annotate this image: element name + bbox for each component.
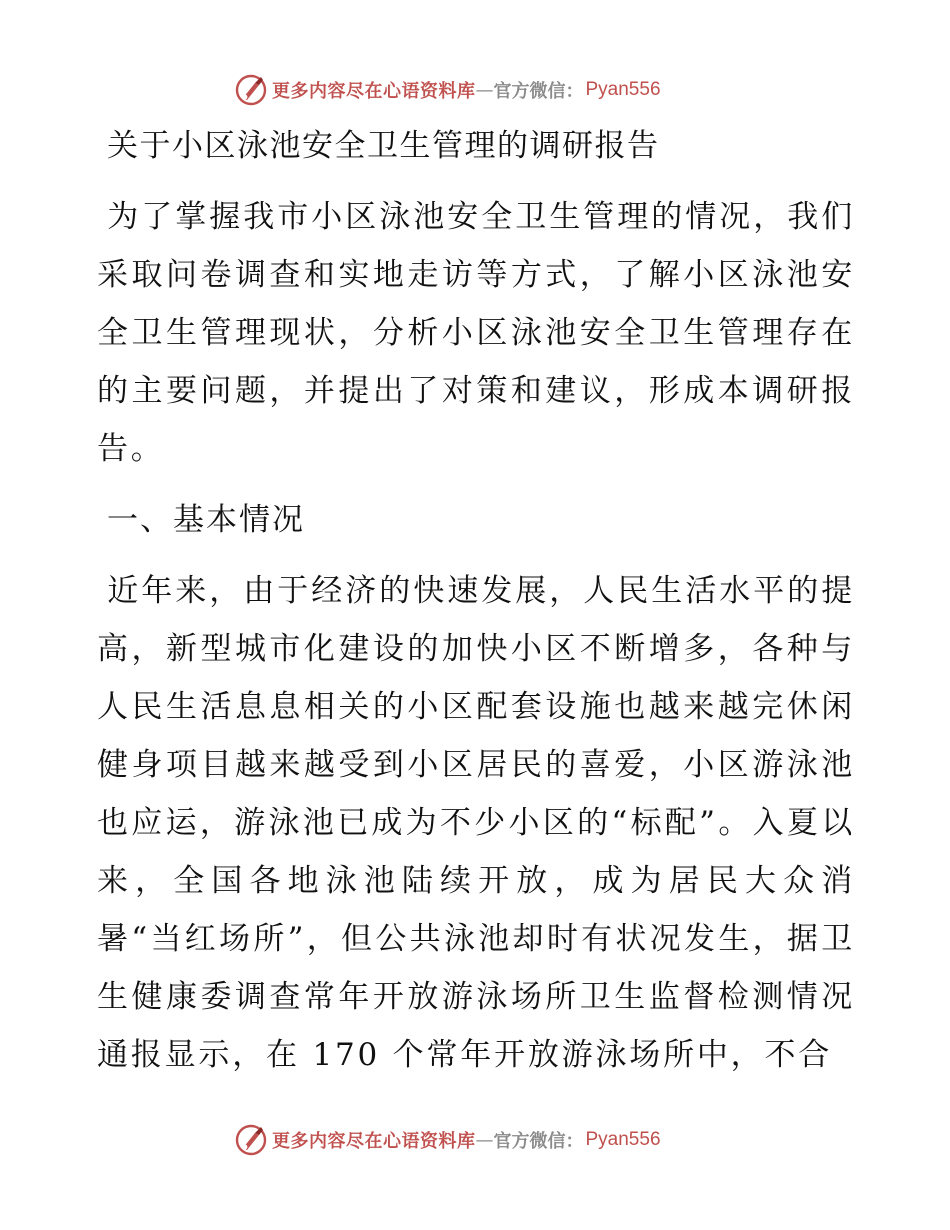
document-title: 关于小区泳池安全卫生管理的调研报告 — [107, 128, 660, 164]
watermark-text: 更多内容尽在心语资料库 — [272, 81, 476, 102]
intro-paragraph-text: 为了掌握我市小区泳池安全卫生管理的情况，我们采取问卷调查和实地走访等方式，了解小区泳池安全卫生管理现状，分析小区泳池安全卫生管理存在的主要问题，并提出了对策和建议，形成本调研报告。 — [97, 199, 855, 467]
watermark-account: Pyan556 — [585, 1129, 661, 1150]
quill-pen-logo-icon — [234, 73, 268, 107]
section-paragraph — [97, 562, 855, 1084]
header-watermark — [234, 72, 661, 108]
section-heading: 一、基本情况 — [107, 502, 305, 538]
watermark-separator: — — [475, 79, 494, 101]
quill-pen-logo-icon — [234, 1123, 268, 1157]
watermark-label: 官方微信： — [493, 1131, 584, 1152]
document-body — [97, 116, 855, 1084]
watermark-account: Pyan556 — [585, 79, 661, 100]
footer-watermark — [234, 1122, 661, 1158]
watermark-label: 官方微信： — [493, 81, 584, 102]
section-paragraph-text: 近年来，由于经济的快速发展，人民生活水平的提高，新型城市化建设的加快小区不断增多，各种与人民生活息息相关的小区配套设施也越来越完休闲健身项目越来越受到小区居民的喜爱，小区游泳池也应运，游泳池已成为不少小区的“标配”。入夏以来，全国各地泳池陆续开放，成为居民大众消暑“当红场所”，但公共泳池却时有状况发生，据卫生健康委调查常年开放游泳场所卫生监督检测情况通报显示，在 170 个常年开放游泳场所中，不合 — [97, 573, 855, 1073]
watermark-text: 更多内容尽在心语资料库 — [272, 1131, 476, 1152]
watermark-separator: — — [475, 1129, 494, 1151]
intro-paragraph — [97, 188, 855, 478]
